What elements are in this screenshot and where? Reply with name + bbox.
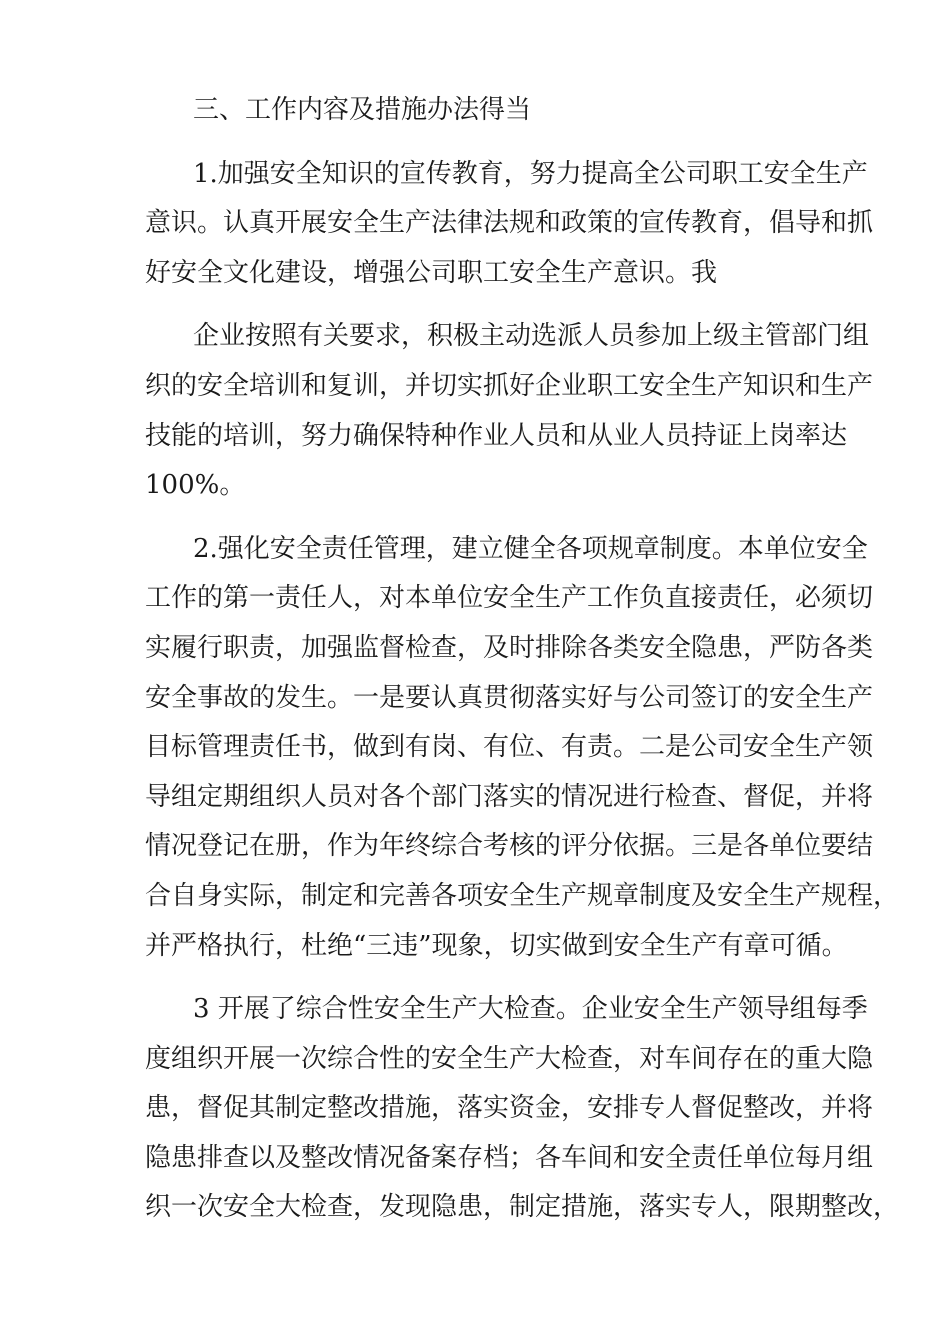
paragraph-3-line-1: 2.强化安全责任管理，建立健全各项规章制度。本单位安全 bbox=[193, 533, 868, 564]
paragraph-1-line-3: 好安全文化建设，增强公司职工安全生产意识。我 bbox=[145, 257, 718, 288]
paragraph-3-line-6: 导组定期组织人员对各个部门落实的情况进行检查、督促，并将 bbox=[145, 781, 874, 812]
paragraph-3-line-5: 目标管理责任书，做到有岗、有位、有责。二是公司安全生产领 bbox=[145, 732, 874, 763]
paragraph-3-line-3: 实履行职责，加强监督检查，及时排除各类安全隐患，严防各类 bbox=[145, 632, 874, 663]
paragraph-4-line-1: 3 开展了综合性安全生产大检查。企业安全生产领导组每季 bbox=[193, 994, 868, 1025]
paragraph-3-line-2: 工作的第一责任人，对本单位安全生产工作负直接责任，必须切 bbox=[145, 583, 874, 614]
paragraph-4-line-4: 隐患排查以及整改情况备案存档；各车间和安全责任单位每月组 bbox=[145, 1142, 874, 1173]
paragraph-4-line-3: 患，督促其制定整改措施，落实资金，安排专人督促整改，并将 bbox=[145, 1093, 874, 1124]
paragraph-3-line-7: 情况登记在册，作为年终综合考核的评分依据。三是各单位要结 bbox=[145, 831, 874, 862]
paragraph-1-line-2: 意识。认真开展安全生产法律法规和政策的宣传教育，倡导和抓 bbox=[145, 208, 874, 239]
paragraph-2-line-3: 技能的培训，努力确保特种作业人员和从业人员持证上岗率达 bbox=[145, 420, 848, 451]
paragraph-2-line-4: 100%。 bbox=[145, 470, 246, 501]
paragraph-2-line-2: 织的安全培训和复训，并切实抓好企业职工安全生产知识和生产 bbox=[145, 370, 874, 401]
paragraph-2-line-1: 企业按照有关要求，积极主动选派人员参加上级主管部门组 bbox=[193, 321, 870, 352]
paragraph-3-line-4: 安全事故的发生。一是要认真贯彻落实好与公司签订的安全生产 bbox=[145, 682, 874, 713]
document-body bbox=[145, 86, 900, 1233]
paragraph-4-line-5: 织一次安全大检查，发现隐患，制定措施，落实专人，限期整改， bbox=[145, 1192, 900, 1223]
section-heading: 三、工作内容及措施办法得当 bbox=[193, 95, 532, 125]
paragraph-1-line-1: 1.加强安全知识的宣传教育，努力提高全公司职工安全生产 bbox=[193, 158, 868, 189]
paragraph-3-line-8: 合自身实际，制定和完善各项安全生产规章制度及安全生产规程， bbox=[145, 880, 900, 911]
paragraph-4-line-2: 度组织开展一次综合性的安全生产大检查，对车间存在的重大隐 bbox=[145, 1043, 874, 1074]
paragraph-3-line-9: 并严格执行，杜绝“三违”现象，切实做到安全生产有章可循。 bbox=[145, 930, 848, 961]
